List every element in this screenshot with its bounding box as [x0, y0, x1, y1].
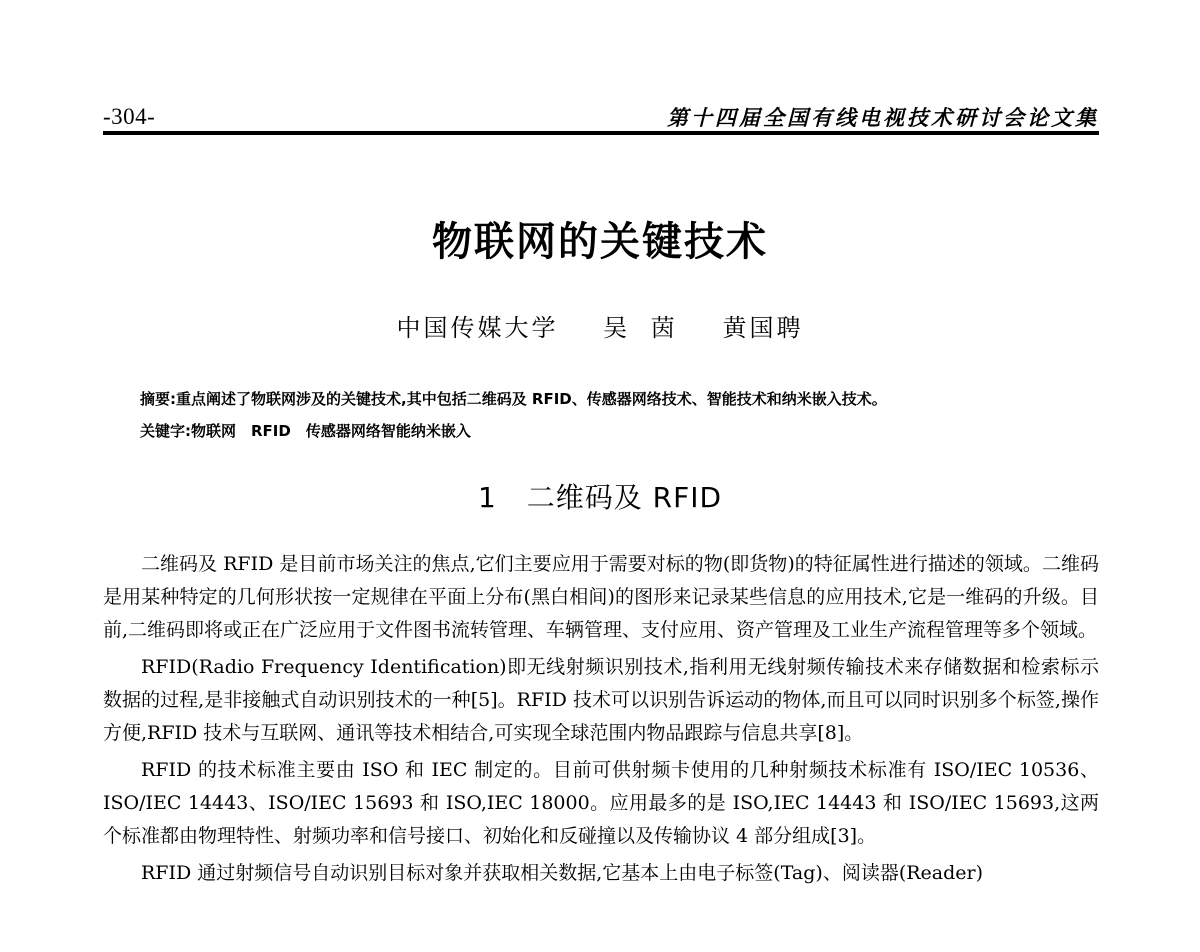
page-number: -304-	[103, 104, 156, 129]
body-text	[103, 548, 1099, 894]
section-number: 1	[477, 481, 497, 514]
paragraph: RFID 的技术标准主要由 ISO 和 IEC 制定的。目前可供射频卡使用的几种射频技术标准有 ISO/IEC 10536、ISO/IEC 14443、ISO/IEC 15693 和 ISO,IEC 18000。应用最多的是 ISO,IEC 14443 和 ISO/IEC 15693,这两个标准都由物理特性、射频功率和信号接口、初始化和反碰撞以及传输协议 4 部分组成[3]。	[103, 759, 1099, 847]
author-line	[0, 308, 1200, 343]
paragraph: RFID 通过射频信号自动识别目标对象并获取相关数据,它基本上由电子标签(Tag)、阅读器(Reader)	[141, 862, 984, 884]
page-header	[103, 98, 1099, 130]
abstract-text: 重点阐述了物联网涉及的关键技术,其中包括二维码及 RFID、传感器网络技术、智能技术和纳米嵌入技术。	[176, 390, 887, 408]
author-2: 黄国聘	[722, 314, 804, 342]
keywords-text: 物联网 RFID 传感器网络智能纳米嵌入	[191, 422, 471, 440]
paragraph: 二维码及 RFID 是目前市场关注的焦点,它们主要应用于需要对标的物(即货物)的特征属性进行描述的领域。二维码是用某种特定的几何形状按一定规律在平面上分布(黑白相间)的图形来记录某些信息的应用技术,它是一维码的升级。目前,二维码即将或正在广泛应用于文件图书流转管理、车辆管理、支付应用、资产管理及工业生产流程管理等多个领域。	[103, 553, 1099, 641]
paragraph: RFID(Radio Frequency Identification)即无线射频识别技术,指利用无线射频传输技术来存储数据和检索标示数据的过程,是非接触式自动识别技术的一种[5]。RFID 技术可以识别告诉运动的物体,而且可以同时识别多个标签,操作方便,RFID 技术与互联网、通讯等技术相结合,可实现全球范围内物品跟踪与信息共享[8]。	[103, 656, 1099, 744]
abstract-block	[140, 383, 1100, 447]
author-1: 吴 茵	[603, 314, 678, 342]
header-rule	[103, 131, 1099, 135]
affiliation: 中国传媒大学	[396, 314, 559, 342]
abstract-label: 摘要:	[140, 390, 176, 408]
section-title: 二维码及 RFID	[526, 481, 723, 514]
running-title: 第十四届全国有线电视技术研讨会论文集	[667, 105, 1099, 130]
section-heading	[0, 476, 1200, 516]
paper-title: 物联网的关键技术	[432, 219, 768, 265]
keywords-label: 关键字:	[140, 422, 191, 440]
abstract-line	[140, 383, 1100, 415]
keywords-line	[140, 415, 1100, 447]
